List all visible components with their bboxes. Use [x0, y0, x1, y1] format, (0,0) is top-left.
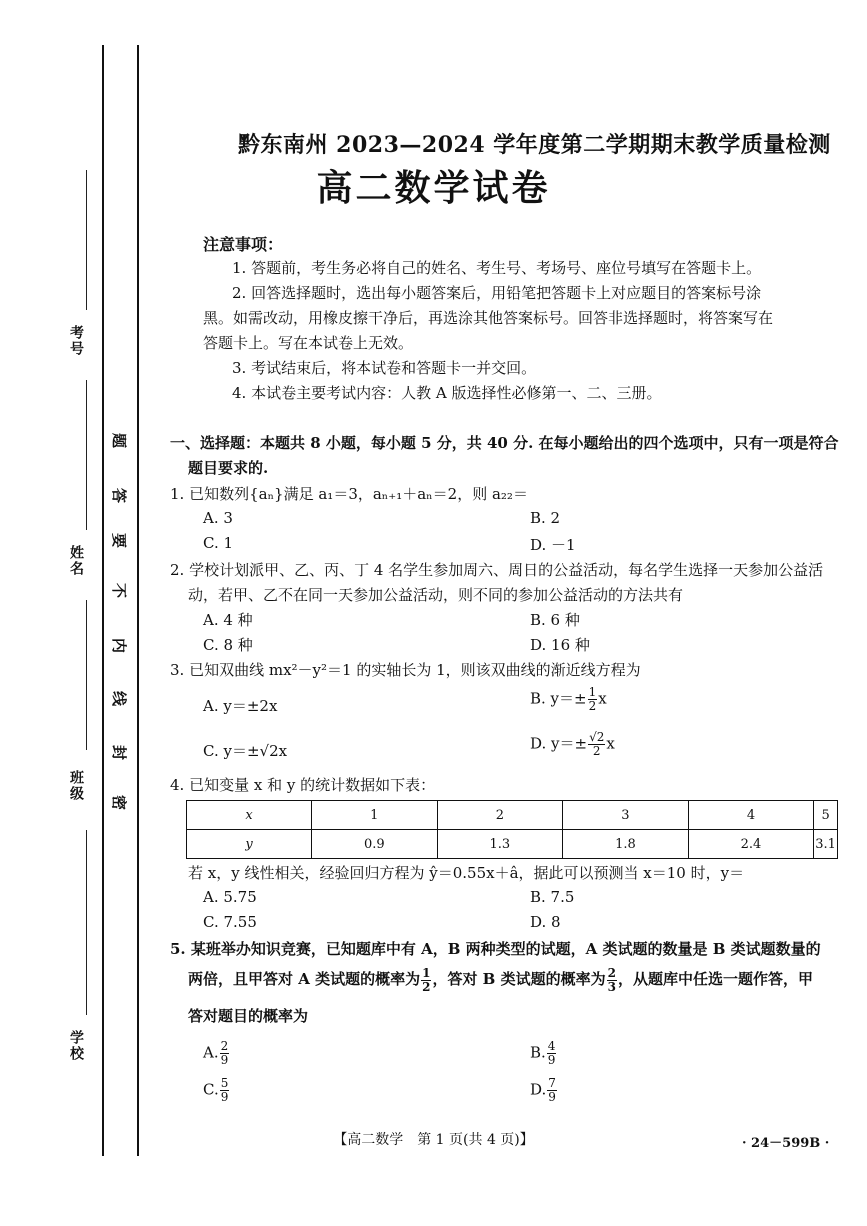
question-5-stem-cont: 两倍，且甲答对 A 类试题的概率为 $\frac{1}{2}$ ，答对 B 类试题的概率为 $\frac{2}{3}$ ，从题库中任选一题作答，甲	[188, 965, 813, 994]
note-item: 1. 答题前，考生务必将自己的姓名、考生号、考场号、座位号填写在答题卡上。	[232, 259, 762, 277]
table-cell: 1.8	[563, 830, 689, 859]
seal-char: 要	[110, 532, 129, 549]
q1-option-b: B. 2	[530, 509, 561, 527]
section-heading-cont: 题目要求的.	[188, 459, 269, 477]
seal-char: 内	[110, 637, 129, 654]
q1-option-a: A. 3	[203, 509, 233, 527]
section-heading: 一、选择题：本题共 8 小题，每小题 5 分，共 40 分. 在每小题给出的四个选项中，只有一项是符合	[170, 434, 839, 452]
data-table	[186, 800, 838, 859]
paper-code: · 24－599B ·	[742, 1136, 830, 1151]
q2-option-c: C. 8 种	[203, 636, 253, 654]
q3-option-b: B. y＝± $\frac{1}{2}$ x	[530, 685, 607, 713]
table-cell: y	[187, 830, 312, 859]
table-cell: 0.9	[312, 830, 438, 859]
seal-char: 密	[110, 794, 129, 811]
table-cell: 3	[563, 801, 689, 830]
seal-char: 线	[110, 690, 129, 707]
q1-option-c: C. 1	[203, 534, 234, 552]
q3-option-c: C. y＝±√2x	[203, 742, 288, 760]
binding-line-inner	[137, 45, 139, 1156]
q4-option-b: B. 7.5	[530, 888, 575, 906]
q5-option-c: C. $\frac{5}{9}$	[203, 1076, 229, 1104]
table-cell: 3.1	[814, 830, 838, 859]
question-3-stem: 3. 已知双曲线 mx²－y²＝1 的实轴长为 1，则该双曲线的渐近线方程为	[170, 661, 641, 679]
binding-line-outer	[102, 45, 104, 1156]
seal-char: 封	[110, 744, 129, 761]
q3-option-a: A. y＝±2x	[203, 697, 278, 715]
table-cell: 5	[814, 801, 838, 830]
seal-char: 答	[110, 487, 129, 504]
q5-option-d: D. $\frac{7}{9}$	[530, 1076, 556, 1104]
school-label: 学校	[68, 1030, 84, 1062]
seal-char: 题	[110, 432, 129, 449]
note-item: 黑。如需改动，用橡皮擦干净后，再选涂其他答案标号。回答非选择题时，将答案写在	[203, 309, 774, 327]
note-item: 4. 本试卷主要考试内容：人教 A 版选择性必修第一、二、三册。	[232, 384, 662, 402]
question-2-stem-cont: 动，若甲、乙不在同一天参加公益活动，则不同的参加公益活动的方法共有	[188, 586, 684, 604]
exam-no-label: 考号	[68, 325, 84, 357]
q5-option-a: A. $\frac{2}{9}$	[203, 1039, 229, 1067]
notes-heading: 注意事项：	[203, 235, 284, 254]
exam-title: 高二数学试卷	[316, 167, 551, 209]
table-cell: 2	[437, 801, 563, 830]
q4-option-c: C. 7.55	[203, 913, 257, 931]
question-1-stem: 1. 已知数列{aₙ}满足 a₁＝3，aₙ₊₁＋aₙ＝2，则 a₂₂＝	[170, 485, 528, 503]
question-4-stem: 4. 已知变量 x 和 y 的统计数据如下表：	[170, 776, 436, 794]
school-fill-line	[86, 830, 87, 1015]
q5-option-b: B. $\frac{4}{9}$	[530, 1039, 556, 1067]
table-cell: 1.3	[437, 830, 563, 859]
class-label: 班级	[68, 770, 84, 802]
q1-option-d: D. －1	[530, 536, 576, 554]
name-fill-line	[86, 380, 87, 530]
table-cell: 1	[312, 801, 438, 830]
table-cell: 4	[688, 801, 814, 830]
seal-char: 不	[110, 582, 129, 599]
page-footer: 【高二数学 第 1 页(共 4 页)】	[333, 1132, 534, 1148]
table-cell: 2.4	[688, 830, 814, 859]
question-4-stem-cont: 若 x，y 线性相关，经验回归方程为 ŷ＝0.55x＋â，据此可以预测当 x＝10 时，y＝	[188, 864, 745, 882]
q4-option-a: A. 5.75	[203, 888, 257, 906]
question-2-stem: 2. 学校计划派甲、乙、丙、丁 4 名学生参加周六、周日的公益活动，每名学生选择一天参加公益活	[170, 561, 824, 579]
q2-option-d: D. 16 种	[530, 636, 590, 654]
name-label: 姓名	[68, 545, 84, 577]
table-row	[187, 830, 838, 859]
question-5-stem-end: 答对题目的概率为	[188, 1007, 309, 1025]
q3-option-d: D. y＝± $\frac{√2}{2}$ x	[530, 730, 615, 758]
question-5-stem: 5. 某班举办知识竞赛，已知题库中有 A，B 两种类型的试题，A 类试题的数量是 B 类试题数量的	[170, 940, 821, 958]
q2-option-a: A. 4 种	[203, 611, 253, 629]
note-item: 2. 回答选择题时，选出每小题答案后，用铅笔把答题卡上对应题目的答案标号涂	[232, 284, 762, 302]
q2-option-b: B. 6 种	[530, 611, 580, 629]
table-cell: x	[187, 801, 312, 830]
q4-option-d: D. 8	[530, 913, 561, 931]
table-row	[187, 801, 838, 830]
exam-subtitle: 黔东南州 2023—2024 学年度第二学期期末教学质量检测	[238, 132, 831, 158]
note-item: 答题卡上。写在本试卷上无效。	[203, 334, 414, 352]
note-item: 3. 考试结束后，将本试卷和答题卡一并交回。	[232, 359, 537, 377]
class-fill-line	[86, 600, 87, 750]
